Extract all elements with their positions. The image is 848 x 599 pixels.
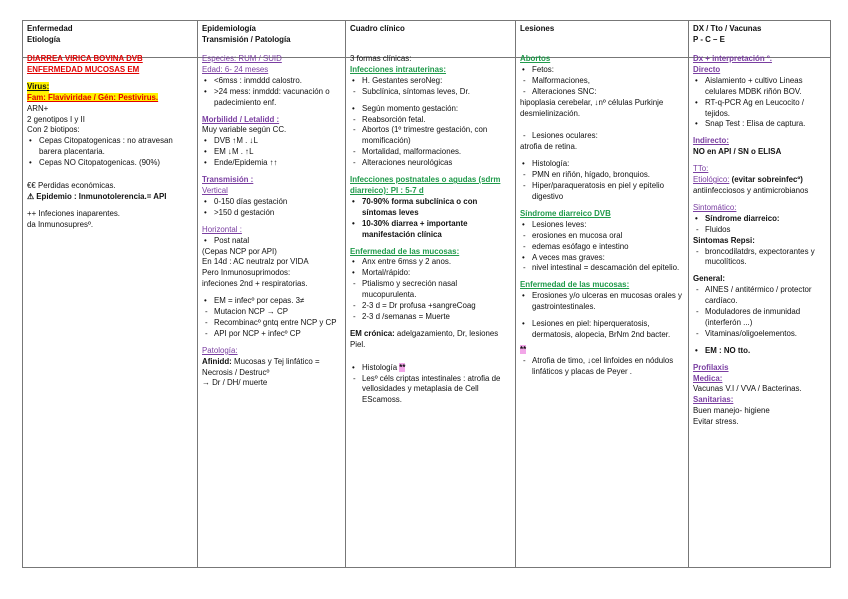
header-text: Cuadro clínico — [350, 24, 405, 33]
morbidity-item: • Ende/Epidemia ↑↑ — [202, 158, 341, 169]
inapparent-infections: ++ Infeciones inaparentes. — [27, 208, 121, 218]
gestation-dash: - Alteraciones neurológicas — [350, 158, 511, 169]
prophylaxis-heading: Profilaxis — [693, 362, 729, 372]
mucosal-dash: - 2-3 d /semanas = Muerte — [350, 312, 511, 323]
virus-family: Fam: Flaviviridae / Gén: Pestivirus. — [27, 92, 159, 102]
horizontal-line: (Cepas NCP por API) — [202, 246, 277, 256]
fetuses-dash: - Alteraciones SNC: — [520, 87, 684, 98]
sanitary-line: Buen manejo- higiene — [693, 406, 770, 416]
gestation-dash: - Reabsorción fetal. — [350, 115, 511, 126]
summary-table — [22, 20, 831, 568]
diarrheic-dash: - nivel intestinal = descamación del epitelio. — [520, 263, 684, 274]
header-enfermedad — [27, 24, 193, 54]
header-cuadro-clinico — [350, 24, 511, 54]
em-dash-item: - API por NCP + infecº CP — [202, 329, 341, 340]
mucosal-heading: Enfermedad de las mucosas: — [350, 246, 460, 256]
fetuses-dash: - Malformaciones, — [520, 76, 684, 87]
vertical-heading: Vertical — [202, 185, 228, 195]
mucosal-item: • Mortal/rápido: — [350, 268, 511, 279]
intrauterine-heading: Infecciones intrauterinas: — [350, 64, 447, 74]
histology-dash: - Hiper/paraqueratosis en piel y epitelio digestivo — [520, 181, 684, 203]
histology-label: Histología — [362, 362, 398, 372]
header-text: DX / Tto / Vacunas P - C – E — [693, 24, 762, 44]
gestation-item: • Según momento gestación: — [350, 104, 511, 115]
immunosuppression: da Inmunosupresº. — [27, 219, 94, 229]
indirect-heading: Indirecto: — [693, 136, 729, 146]
respiratory-heading: Sintomas Repsi: — [693, 235, 755, 245]
medical-heading: Medica: — [693, 373, 723, 383]
biotype-item: • Cepas Citopatogenicas : no atravesan barera placentaria. — [27, 136, 193, 158]
genome-line: ARN+ — [27, 103, 49, 113]
affinity-label: Afinidd: — [202, 356, 232, 366]
mucosal-heading: Enfermedad de las mucosas: — [520, 280, 630, 290]
mucosal-item: • Erosiones y/o ulceras en mucosas orales y gastrointestinales. — [520, 291, 684, 313]
general-heading: General: — [693, 274, 726, 284]
direct-heading: Directo — [693, 64, 721, 74]
morbidity-desc: Muy variable según CC. — [202, 125, 287, 135]
diagnosis-heading: Dx + interpretación º. — [693, 54, 772, 63]
diarrheic-heading: Síndrome diarreico DVB — [520, 208, 611, 218]
etiologic-note: (evitar sobreinfecº) — [729, 175, 803, 185]
mucosal-item: • Anx entre 6mss y 2 anos. — [350, 257, 511, 268]
chronic-label: EM crónica: — [350, 328, 395, 338]
column-cuadro-clinico — [346, 21, 516, 567]
horizontal-line: infeciones 2nd + respiratorias. — [202, 279, 308, 289]
etiologic-desc: antiinfecciosos y antimicrobianos — [693, 185, 809, 195]
column-epidemiologia — [198, 21, 346, 567]
postnatal-item: • 70-90% forma subclínica o con síntomas leves — [350, 197, 511, 219]
affinity-outcome: → Dr / DH/ muerte — [202, 378, 268, 388]
morbidity-heading: Morbilidd / Letalidd : — [202, 114, 280, 124]
em-no-treatment: • EM : NO tto. — [693, 346, 826, 357]
respiratory-treatment: - broncodilatdrs, expectorantes y mucolíticos. — [693, 247, 826, 269]
disease-title-dvb: DIARREA VIRICA BOVINA DVB — [27, 54, 143, 63]
cns-lesions: hipoplasia cerebelar, ↓nº células Purkinje desmielinización. — [520, 97, 664, 118]
disease-title-em: ENFERMEDAD MUCOSAS EM — [27, 64, 140, 74]
histology-dash: - PMN en riñón, hígado, bronquios. — [520, 170, 684, 181]
gestation-dash: - Abortos (1º trimestre gestación, con momificación) — [350, 125, 511, 147]
em-dash-item: - Recombinacº gntq entre NCP y CP — [202, 318, 341, 329]
horizontal-line: En 14d : AC neutralz por VIDA — [202, 257, 309, 267]
header-epidemiologia — [202, 24, 341, 54]
sanitary-heading: Sanitarias: — [693, 395, 734, 405]
medical-desc: Vacunas V.I / VVA / Bacterinas. — [693, 384, 802, 394]
age: Edad: 6- 24 meses — [202, 64, 269, 74]
genotypes-line: 2 genotipos I y II — [27, 114, 85, 124]
mucosal-item: • Lesiones en piel: hiperqueratosis, dermatosis, alopecia, BrNm 2nd bacter. — [520, 319, 684, 341]
header-text: Lesiones — [520, 24, 555, 33]
diarrheic-dash: - edemas esófago e intestino — [520, 242, 684, 253]
intrauterine-dash: - Subclínica, síntomas leves, Dr. — [350, 87, 511, 98]
chronic-desc: adelgazamiento, Dr, lesiones Piel. — [350, 328, 499, 349]
fluids: - Fluidos — [693, 225, 826, 236]
economic-loss: €€ Perdidas económicas. — [27, 181, 116, 191]
diarrheic-treatment: • Síndrome diarreico: — [693, 214, 826, 225]
postnatal-item: • 10-30% diarrea + importante manifestación clínica — [350, 219, 511, 241]
direct-item: • Aislamiento + cultivo Lineas celulares MDBK riñón BOV. — [693, 76, 826, 98]
ocular-desc: atrofia de retina. — [520, 142, 578, 152]
clinical-intro: 3 formas clínicas: — [350, 54, 412, 63]
treatment-heading: TTo: — [693, 164, 709, 174]
chronic-em — [350, 329, 511, 351]
virus-label: Virus: — [27, 81, 50, 91]
abortions-heading: Abortos — [520, 54, 551, 63]
fetuses-item: • Fetos: — [520, 65, 684, 76]
column-enfermedad — [23, 21, 198, 567]
affinity-desc: Mucosas y Tej linfático = Necrosis / Destrucº — [202, 356, 320, 377]
direct-item: • RT-q-PCR Ag en Leucocito / tejidos. — [693, 98, 826, 120]
etiologic-line — [693, 175, 826, 186]
sanitary-line: Evitar stress. — [693, 417, 739, 427]
ocular-item: - Lesiones oculares: — [520, 131, 684, 142]
histology-item — [350, 363, 511, 374]
epidemio-warning: ⚠ Epidemio : Inmunotolerencia.= API — [27, 191, 167, 201]
highlight-marker: ** — [520, 344, 527, 354]
mucosal-dash: - Ptialismo y secreción nasal mucopurulenta. — [350, 279, 511, 301]
highlight-marker: ** — [399, 362, 406, 372]
direct-item: • Snap Test : Elisa de captura. — [693, 119, 826, 130]
general-dash: - Vitaminas/oligoelementos. — [693, 329, 826, 340]
etiologic-label: Etiológico: — [693, 175, 730, 185]
mucosal-dash: - 2-3 d = Dr profusa +sangreCoag — [350, 301, 511, 312]
diarrheic-dash: - erosiones en mucosa oral — [520, 231, 684, 242]
header-dx-tto — [693, 24, 826, 54]
postnatal-heading: Infecciones postnatales o agudas (sdrm diarreico): PI : 5-7 d — [350, 175, 501, 195]
header-lesiones — [520, 24, 684, 54]
biotypes-line: Con 2 biotipos: — [27, 125, 80, 135]
crypt-lesions: - Lesº céls criptas intestinales : atrofia de vellosidades y metaplasia de Cell EScamoss. — [350, 374, 511, 407]
pathology-heading: Patología: — [202, 345, 238, 355]
intrauterine-item: • H. Gestantes seroNeg: — [350, 76, 511, 87]
general-dash: - Moduladores de inmunidad (interferón ...) — [693, 307, 826, 329]
vertical-item: • 0-150 días gestación — [202, 197, 341, 208]
species: Especies: RUM / SUID — [202, 54, 282, 63]
morbidity-item: • DVB ↑M . ↓L — [202, 136, 341, 147]
horizontal-line: Pero Inmunosuprimodos: — [202, 268, 291, 278]
em-dash-item: - Mutacion NCP → CP — [202, 307, 341, 318]
age-item: • >24 mess: inmddd: vacunación o padecimiento enf. — [202, 87, 341, 109]
thymus-atrophy: - Atrofia de timo, ↓cel linfoides en nódulos linfáticos y placas de Peyer . — [520, 356, 684, 378]
gestation-dash: - Mortalidad, malformaciones. — [350, 147, 511, 158]
indirect-desc: NO en API / SN o ELISA — [693, 147, 782, 157]
age-item: • <6mss : inmddd calostro. — [202, 76, 341, 87]
horizontal-item: • Post natal — [202, 236, 341, 247]
morbidity-item: • EM ↓M . ↑L — [202, 147, 341, 158]
diarrheic-item: • Lesiones leves: — [520, 220, 684, 231]
biotype-item: • Cepas NO Citopatogenicas. (90%) — [27, 158, 193, 169]
column-lesiones — [516, 21, 689, 567]
diarrheic-item: • A veces mas graves: — [520, 253, 684, 264]
vertical-item: • >150 d gestación — [202, 208, 341, 219]
em-item: • EM = infecº por cepas. 3≠ — [202, 296, 341, 307]
histology-item: • Histología: — [520, 159, 684, 170]
column-dx-tto — [689, 21, 830, 567]
horizontal-heading: Horizontal : — [202, 224, 242, 234]
transmission-heading: Transmisión : — [202, 175, 254, 185]
affinity-text — [202, 357, 341, 379]
symptomatic-heading: Sintomático: — [693, 202, 737, 212]
header-text: Enfermedad Etiología — [27, 24, 73, 44]
general-dash: - AINES / antitérmico / protector cardíaco. — [693, 285, 826, 307]
header-text: Epidemiología Transmisión / Patología — [202, 24, 291, 44]
